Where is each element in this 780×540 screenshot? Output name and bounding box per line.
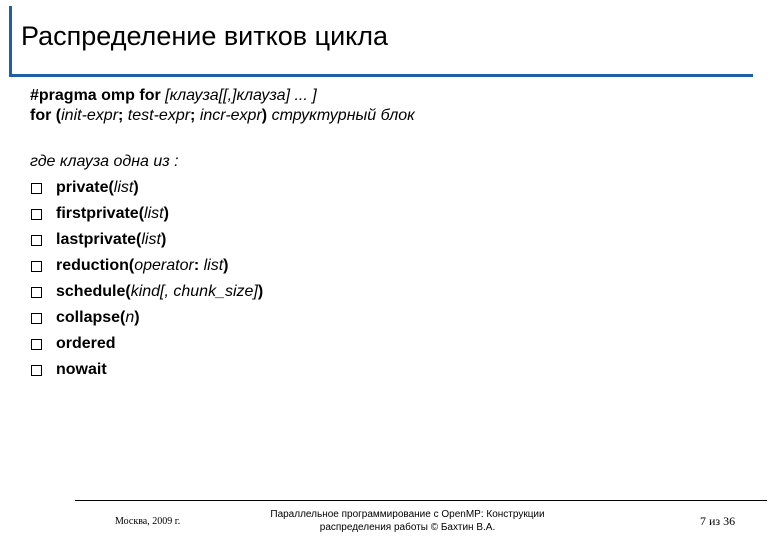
syntax-segment: init-expr <box>61 107 119 124</box>
square-bullet-icon <box>30 260 42 272</box>
footer-page-number: 7 из 36 <box>700 514 736 528</box>
clauses-intro: где клауза одна из : <box>30 153 179 170</box>
footer-course-line1: Параллельное программирование с OpenMP: Конструкции <box>270 509 545 520</box>
syntax-segment: test-expr <box>127 107 191 124</box>
clause-item <box>30 334 750 360</box>
syntax-segment: ) <box>261 107 272 124</box>
clause-segment: schedule( <box>56 283 131 300</box>
syntax-for-line <box>30 106 750 126</box>
syntax-segment: ; <box>118 107 128 124</box>
clause-segment: ordered <box>56 335 116 352</box>
clause-item <box>30 230 750 256</box>
square-bullet-icon <box>30 234 42 246</box>
syntax-pragma-line <box>30 86 750 106</box>
syntax-segment: ; <box>190 107 200 124</box>
square-bullet-icon <box>30 338 42 350</box>
clause-segment: reduction( <box>56 257 135 274</box>
clause-item <box>30 282 750 308</box>
syntax-segment: [клауза[[,]клауза] ... ] <box>165 87 317 104</box>
clause-text <box>56 230 166 250</box>
syntax-segment: incr-expr <box>199 107 262 124</box>
clause-item <box>30 360 750 386</box>
clause-text <box>56 308 140 328</box>
clause-segment: list <box>203 257 224 274</box>
clause-segment: : <box>193 257 204 274</box>
clause-text <box>56 360 107 380</box>
clause-text <box>56 334 116 354</box>
clause-segment: kind[, chunk_size] <box>130 283 258 300</box>
square-bullet-icon <box>30 286 42 298</box>
clause-list <box>30 178 750 386</box>
footer-course-line2: распределения работы © Бахтин В.А. <box>319 522 496 533</box>
clause-segment: lastprivate( <box>56 231 142 248</box>
syntax-segment: структурный блок <box>271 107 415 124</box>
title-bar <box>9 6 751 74</box>
clause-segment: ) <box>160 231 167 248</box>
clause-segment: ) <box>163 205 169 222</box>
clause-item <box>30 178 750 204</box>
clause-segment: ) <box>223 257 229 274</box>
clause-segment: ) <box>257 283 264 300</box>
clause-segment: ) <box>134 309 140 326</box>
clause-segment: operator <box>134 257 194 274</box>
square-bullet-icon <box>30 312 42 324</box>
footer-location-date: Москва, 2009 г. <box>115 516 181 527</box>
footer-course-title <box>255 508 560 534</box>
square-bullet-icon <box>30 208 42 220</box>
title-horizontal-rule <box>9 74 753 77</box>
square-bullet-icon <box>30 182 42 194</box>
clause-segment: firstprivate( <box>56 205 145 222</box>
clause-segment: list <box>144 205 164 222</box>
clause-text <box>56 178 139 198</box>
syntax-segment: for ( <box>30 107 62 124</box>
clause-segment: list <box>113 179 134 196</box>
clause-segment: nowait <box>56 361 107 378</box>
clause-segment: collapse( <box>56 309 126 326</box>
clause-item <box>30 308 750 334</box>
clause-item <box>30 204 750 230</box>
slide-title: Распределение витков цикла <box>21 21 389 51</box>
title-vertical-rule <box>9 6 12 76</box>
clause-text <box>56 204 169 224</box>
clause-text <box>56 282 263 302</box>
footer-divider <box>75 500 767 501</box>
syntax-segment: #pragma omp for <box>30 87 166 104</box>
clause-segment: n <box>125 309 135 326</box>
square-bullet-icon <box>30 364 42 376</box>
clause-item <box>30 256 750 282</box>
clause-segment: ) <box>133 179 139 196</box>
clause-segment: private( <box>56 179 114 196</box>
clause-text <box>56 256 228 276</box>
slide-content <box>30 86 750 386</box>
clause-segment: list <box>141 231 161 248</box>
